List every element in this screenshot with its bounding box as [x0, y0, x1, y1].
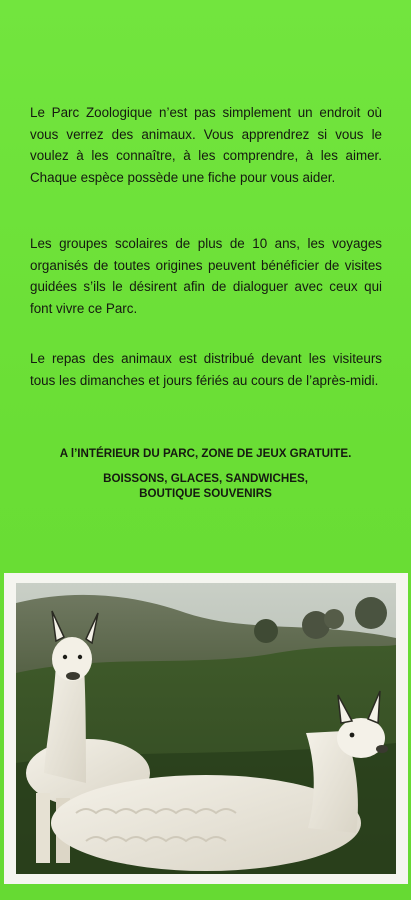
- playground-notice: A l’INTÉRIEUR DU PARC, ZONE DE JEUX GRATUITE.: [59, 447, 352, 460]
- paragraph-school-groups: Les groupes scolaires de plus de 10 ans, les voyages organisés de toutes origines peuvent bénéficier de visites guidées s’ils le désirent afin de dialoguer avec ceux qui font vivre ce Parc.: [30, 236, 382, 316]
- photo-frame: [4, 573, 408, 884]
- souvenir-shop-notice: BOUTIQUE SOUVENIRS: [139, 487, 272, 500]
- llama-photo: [16, 583, 396, 874]
- paragraph-zoo-intro: Le Parc Zoologique n’est pas simplement un endroit où vous verrez des animaux. Vous apprendrez si vous le voulez à les connaître, à les comprendre, à les aimer. Chaque espèce possède une fiche pour vous aider.: [30, 105, 382, 185]
- refreshments-notice: BOISSONS, GLACES, SANDWICHES,: [103, 472, 308, 485]
- paragraph-animal-feeding: Le repas des animaux est distribué devant les visiteurs tous les dimanches et jours fériés au cours de l’après-midi.: [30, 351, 382, 388]
